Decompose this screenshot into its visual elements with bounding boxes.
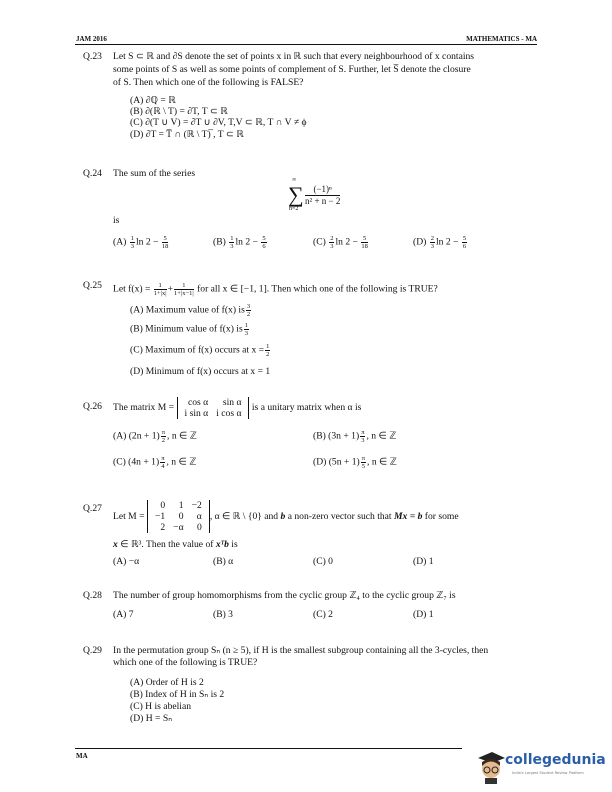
question-text: of S. Then which one of the following is FALSE? (113, 77, 304, 88)
option-b: (B) ∂(ℝ \ T) = ∂T, T ⊂ ℝ (130, 106, 228, 117)
question-text: some points of S as well as some points of complement of S. Further, let S̅ denote the closure (113, 64, 471, 75)
sum-lower-limit: n=2 (289, 206, 299, 212)
mascot-icon (476, 750, 506, 784)
header-right: MATHEMATICS - MA (466, 35, 537, 43)
matrix: cos α sin α i sin α i cos α (177, 397, 250, 419)
option-a: (A) −α (113, 556, 140, 567)
option-d: (D) ∂T = T̅ ∩ (ℝ \ T)̅ , T ⊂ ℝ (130, 129, 244, 140)
option-b: (B) Minimum value of f(x) is $\frac{1}{3}$ (130, 322, 248, 337)
option-b: (B) 3 (213, 609, 233, 620)
question-text: Let M = 0 1 −2 −1 0 α 2 −α 0 , α ∈ ℝ \ {0} and b a non-zero vector such that Mx = b for some (113, 500, 459, 534)
option-a: (A) (2n + 1) $\frac{\pi}{2}$ , n ∈ ℤ (113, 429, 197, 444)
option-c: (C) (4n + 1) $\frac{\pi}{4}$ , n ∈ ℤ (113, 455, 197, 470)
option-a: (A) ∂ℚ = ℝ (130, 95, 176, 106)
series-term: $\frac{\text{(−1)ⁿ}}{\text{n² + n − 2}}$ (305, 184, 341, 206)
option-c: (C) Maximum of f(x) occurs at x = $\frac{1}{2}$ (130, 343, 270, 358)
header-left: JAM 2016 (76, 35, 107, 43)
footer-code: MA (76, 752, 88, 760)
question-text: In the permutation group Sₙ (n ≥ 5), if H is the smallest subgroup containing all the 3-cycles, then (113, 645, 489, 656)
question-text: Let f(x) = $\frac{1}{1+|x|}$ + $\frac{1}{1+|x-1|}$ for all x ∈ [−1, 1]. Then which one of the following is TRUE? (113, 282, 438, 297)
option-d: (D) H = Sₙ (130, 713, 173, 724)
question-text: The sum of the series (113, 168, 196, 179)
question-text: x ∈ ℝ³. Then the value of xᵀb is (113, 539, 238, 550)
question-text: The matrix M = cos α sin α i sin α i cos α is a unitary matrix when α is (113, 397, 362, 419)
question-number: Q.23 (83, 51, 102, 62)
option-b: (B) Index of H in Sₙ is 2 (130, 689, 225, 700)
question-text: is (113, 215, 120, 226)
option-d: (D) $\frac{2}{3}$ ln 2 − $\frac{5}{6}$ (413, 235, 467, 250)
question-number: Q.26 (83, 401, 102, 412)
option-a: (A) $\frac{1}{3}$ ln 2 − $\frac{5}{18}$ (113, 235, 169, 250)
logo-tagline: India's Largest Student Review Platform (512, 771, 584, 775)
question-number: Q.25 (83, 280, 102, 291)
question-number: Q.27 (83, 503, 102, 514)
header-rule (75, 44, 537, 45)
question-text: The number of group homomorphisms from the cyclic group ℤ₄ to the cyclic group ℤ₇ is (113, 590, 456, 601)
option-b: (B) (3n + 1) $\frac{\pi}{3}$ , n ∈ ℤ (313, 429, 397, 444)
option-c: (C) $\frac{2}{3}$ ln 2 − $\frac{5}{18}$ (313, 235, 368, 250)
question-number: Q.28 (83, 590, 102, 601)
option-c: (C) 0 (313, 556, 333, 567)
option-c: (C) H is abelian (130, 701, 192, 712)
option-b: (B) $\frac{1}{3}$ ln 2 − $\frac{5}{6}$ (213, 235, 266, 250)
option-b: (B) α (213, 556, 234, 567)
option-d: (D) 1 (413, 609, 434, 620)
matrix: 0 1 −2 −1 0 α 2 −α 0 (147, 500, 210, 533)
question-text: which one of the following is TRUE? (113, 657, 258, 668)
footer-rule (75, 748, 462, 749)
option-a: (A) Order of H is 2 (130, 677, 204, 688)
question-text: Let S ⊂ ℝ and ∂S denote the set of points x in ℝ such that every neighbourhood of x contains (113, 51, 475, 62)
option-d: (D) (5n + 1) $\frac{\pi}{5}$ , n ∈ ℤ (313, 455, 397, 470)
logo-text: collegedunia (505, 752, 606, 768)
option-c: (C) 2 (313, 609, 333, 620)
question-number: Q.29 (83, 645, 102, 656)
option-d: (D) 1 (413, 556, 434, 567)
question-number: Q.24 (83, 168, 102, 179)
sum-upper-limit: ∞ (292, 177, 297, 183)
sigma-symbol: ∑ (288, 182, 304, 207)
option-a: (A) 7 (113, 609, 134, 620)
option-a: (A) Maximum value of f(x) is $\frac{3}{2}$ (130, 303, 251, 318)
option-c: (C) ∂(T ∪ V) = ∂T ∪ ∂V, T,V ⊂ ℝ, T ∩ V ≠ ϕ (130, 117, 307, 128)
option-d: (D) Minimum of f(x) occurs at x = 1 (130, 366, 271, 377)
